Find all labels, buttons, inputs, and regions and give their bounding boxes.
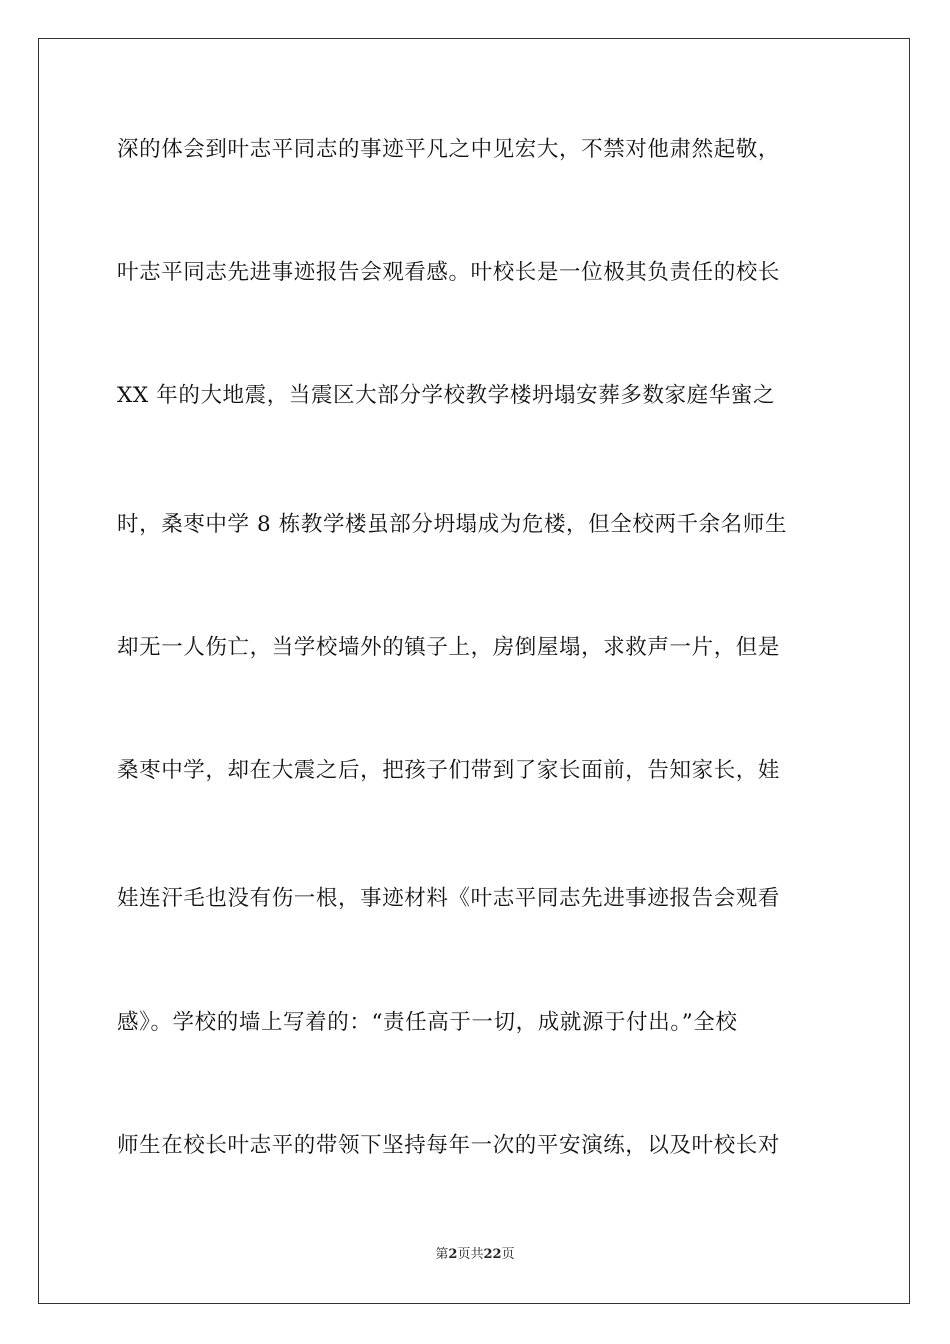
body-text-line-1: 深的体会到叶志平同志的事迹平凡之中见宏大，不禁对他肃然起敬， xyxy=(117,137,781,162)
body-text-line-8: 感》。学校的墙上写着的：“责任高于一切，成就源于付出。”全校 xyxy=(117,1010,738,1035)
page-current-number: 2 xyxy=(448,1247,458,1262)
page-border xyxy=(38,38,910,1304)
body-text-line-5: 却无一人伤亡，当学校墙外的镇子上，房倒屋塌，求救声一片，但是 xyxy=(117,635,781,660)
body-text-line-4: 时，桑枣中学 8 栋教学楼虽部分坍塌成为危楼，但全校两千余名师生 xyxy=(117,512,788,537)
body-text-line-2: 叶志平同志先进事迹报告会观看感。叶校长是一位极其负责任的校长 xyxy=(117,260,781,285)
total-suffix: 页 xyxy=(501,1247,515,1262)
body-text-line-6: 桑枣中学，却在大震之后，把孩子们带到了家长面前，告知家长，娃 xyxy=(117,758,781,783)
page-footer xyxy=(0,1246,950,1264)
body-text-line-7: 娃连汗毛也没有伤一根，事迹材料《叶志平同志先进事迹报告会观看 xyxy=(117,886,781,911)
page-suffix: 页 xyxy=(457,1247,471,1262)
total-prefix: 共 xyxy=(470,1247,484,1262)
body-text-line-9: 师生在校长叶志平的带领下坚持每年一次的平安演练，以及叶校长对 xyxy=(117,1133,781,1158)
body-text-line-3: XX 年的大地震，当震区大部分学校教学楼坍塌安葬多数家庭华蜜之 xyxy=(117,383,776,408)
page-prefix: 第 xyxy=(435,1247,449,1262)
page-total-number: 22 xyxy=(483,1247,502,1262)
